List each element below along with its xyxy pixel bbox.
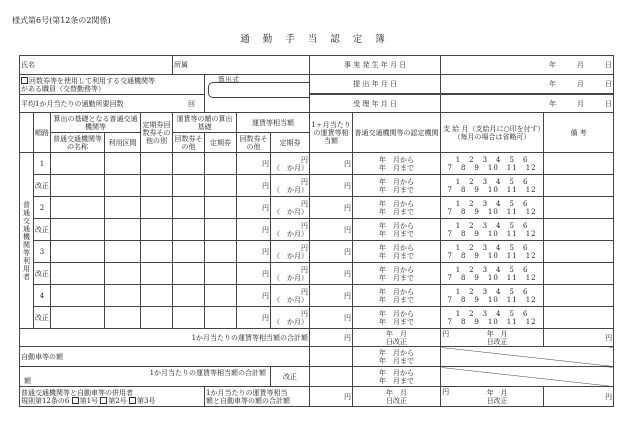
- coupon-line2: がある職員（交替勤務等）: [21, 84, 105, 93]
- monthly-amount-cell[interactable]: 円: [310, 263, 353, 285]
- public-total-amount[interactable]: 円: [310, 329, 353, 347]
- pass-type-cell[interactable]: [141, 197, 173, 219]
- route-row-2: [20, 197, 614, 219]
- notify-date-field[interactable]: 年 月 日: [441, 75, 614, 94]
- fare-amount-header: 運賃等相当額: [237, 113, 310, 133]
- coupon-basis-cell[interactable]: [173, 307, 205, 329]
- route-number: 4: [34, 285, 51, 307]
- month-selector[interactable]: 1 2 3 4 5 6 7 8 9 10 11 12: [441, 219, 544, 241]
- coupon-other-header: 回数券その他: [174, 134, 203, 151]
- route-row-1: [20, 153, 614, 175]
- name-field[interactable]: [20, 56, 173, 75]
- period-cell[interactable]: 年 月から 年 月まで: [353, 153, 441, 175]
- coupon-basis-cell[interactable]: [173, 175, 205, 197]
- car-amount-cell[interactable]: [310, 347, 353, 367]
- monthly-amount-cell[interactable]: 円: [310, 219, 353, 241]
- route-row-4-revised: [20, 307, 614, 329]
- pass-amount-cell[interactable]: 円 （ か月）: [271, 285, 310, 307]
- period-cell[interactable]: 年 月から 年 月まで: [353, 285, 441, 307]
- name-label: 氏名: [21, 61, 35, 69]
- pass-basis-cell[interactable]: [205, 285, 237, 307]
- monthly-amount-cell[interactable]: 円: [310, 153, 353, 175]
- route-row-4: [20, 285, 614, 307]
- pass-amount-cell[interactable]: 円 （ か月）: [271, 197, 310, 219]
- car-revised-amount[interactable]: [310, 367, 353, 387]
- month-selector[interactable]: 1 2 3 4 5 6 7 8 9 10 11 12: [441, 307, 544, 329]
- accept-date-label: 受 理 年 月 日: [310, 95, 441, 113]
- combined-amount[interactable]: 円: [310, 387, 353, 407]
- public-total-revised-amount[interactable]: 円: [544, 329, 614, 347]
- combined-revised[interactable]: 円 年 月 日改正: [441, 387, 544, 407]
- option-1-checkbox[interactable]: [72, 397, 79, 404]
- route-row-1-revised: [20, 175, 614, 197]
- remarks-cell[interactable]: [544, 285, 614, 307]
- pass-type-cell[interactable]: [141, 219, 173, 241]
- car-total-block: [20, 367, 271, 387]
- page-title: 通 勤 手 当 認 定 簿: [240, 34, 390, 45]
- pass-amount-cell[interactable]: 円 （ か月）: [271, 175, 310, 197]
- route-number: 1: [34, 153, 51, 175]
- pass-type-cell[interactable]: [141, 175, 173, 197]
- carrier-name-cell[interactable]: [51, 197, 105, 219]
- coupon-amount-cell[interactable]: 円: [237, 197, 271, 219]
- coupon-amount-cell[interactable]: 円: [237, 175, 271, 197]
- pass-type-cell[interactable]: [141, 153, 173, 175]
- coupon-basis-cell[interactable]: [173, 197, 205, 219]
- fare-basis-header: 運賃等の額の算出基礎: [173, 113, 237, 133]
- coupon-checkbox[interactable]: [21, 77, 28, 84]
- allowance-form: [19, 55, 614, 407]
- car-amount-label: 額: [24, 377, 31, 385]
- coupon-amount-cell[interactable]: 円: [237, 263, 271, 285]
- pass-type-cell[interactable]: [141, 307, 173, 329]
- event-date-label: 事 実 発 生 年 月 日: [310, 56, 441, 75]
- remarks-cell[interactable]: [544, 197, 614, 219]
- period-cell[interactable]: 年 月から 年 月まで: [353, 241, 441, 263]
- car-revised-period[interactable]: 年 月から 年 月まで: [353, 367, 441, 387]
- monthly-amount-cell[interactable]: 円: [310, 285, 353, 307]
- month-selector[interactable]: 1 2 3 4 5 6 7 8 9 10 11 12: [441, 197, 544, 219]
- monthly-amount-cell[interactable]: 円: [310, 175, 353, 197]
- public-total-revised[interactable]: 円 年 月 日改正: [441, 329, 544, 347]
- car-diagonal-cell-2: [441, 367, 614, 387]
- car-diagonal-cell: [441, 347, 614, 367]
- period-cell[interactable]: 年 月から 年 月まで: [353, 219, 441, 241]
- times-unit: 回: [188, 99, 196, 108]
- public-transit-side-label: 普通交通機関等利用者: [20, 153, 34, 329]
- remarks-cell[interactable]: [544, 219, 614, 241]
- section-cell[interactable]: [105, 153, 141, 175]
- remarks-cell[interactable]: [544, 153, 614, 175]
- option-3-checkbox[interactable]: [129, 397, 136, 404]
- month-selector[interactable]: 1 2 3 4 5 6 7 8 9 10 11 12: [441, 263, 544, 285]
- coupon-amount-cell[interactable]: 円: [237, 219, 271, 241]
- approve-org-header: 普通交通機関等の認定機関: [353, 113, 441, 153]
- notify-date-label: 提 出 年 月 日: [310, 75, 441, 94]
- revised-label: 改正: [34, 175, 51, 197]
- car-period-cell[interactable]: 年 月から 年 月まで: [353, 347, 441, 367]
- coupon-basis-cell[interactable]: [173, 219, 205, 241]
- pass-amount-cell[interactable]: 円 （ か月）: [271, 263, 310, 285]
- pass-amount-cell[interactable]: 円 （ か月）: [271, 241, 310, 263]
- carrier-name-cell[interactable]: [51, 285, 105, 307]
- payment-header: 支 給 月（支給月に○印を付す）（毎月の場合は省略可）: [441, 113, 544, 153]
- coupon-line1: 回数券等を使用して利用する交通機関等: [29, 76, 155, 85]
- section-cell[interactable]: [105, 175, 141, 197]
- coupon-amount-cell[interactable]: 円: [237, 307, 271, 329]
- period-cell[interactable]: 年 月から 年 月まで: [353, 175, 441, 197]
- month-selector[interactable]: 1 2 3 4 5 6 7 8 9 10 11 12: [441, 175, 544, 197]
- route-row-3: [20, 241, 614, 263]
- coupon-basis-cell[interactable]: [173, 285, 205, 307]
- event-date-field[interactable]: 年 月 日: [441, 56, 614, 75]
- car-row-2: [20, 367, 614, 387]
- route-row-3-revised: [20, 263, 614, 285]
- pass-type-cell[interactable]: [141, 285, 173, 307]
- car-total-label: 1か月当たりの運賃等相当額の合計額: [149, 369, 267, 377]
- department-label: 所属: [174, 61, 189, 69]
- month-selector[interactable]: 1 2 3 4 5 6 7 8 9 10 11 12: [441, 285, 544, 307]
- coupon-other-header-2: 回数券その他: [237, 133, 271, 153]
- public-total-row: [20, 329, 614, 347]
- coupon-basis-cell[interactable]: [173, 153, 205, 175]
- route-number: 3: [34, 241, 51, 263]
- pass-basis-cell[interactable]: [205, 197, 237, 219]
- coupon-basis-cell[interactable]: [173, 241, 205, 263]
- monthly-amount-cell[interactable]: 円: [310, 241, 353, 263]
- period-cell[interactable]: 年 月から 年 月まで: [353, 307, 441, 329]
- month-selector[interactable]: 1 2 3 4 5 6 7 8 9 10 11 12: [441, 241, 544, 263]
- section-cell[interactable]: [105, 307, 141, 329]
- pass-basis-cell[interactable]: [205, 263, 237, 285]
- combined-row: [20, 387, 614, 407]
- remarks-cell[interactable]: [544, 241, 614, 263]
- car-label: 自動車等の額: [20, 347, 310, 367]
- accept-date-field[interactable]: 年 月 日: [441, 95, 614, 113]
- section-cell[interactable]: [105, 241, 141, 263]
- monthly-fare-header: 1ヶ月当たりの運賃等相当額: [310, 113, 353, 153]
- pass-basis-cell[interactable]: [205, 219, 237, 241]
- coupon-basis-cell[interactable]: [173, 263, 205, 285]
- monthly-amount-cell[interactable]: 円: [310, 197, 353, 219]
- form-number: 様式第6号(第12条の2関係): [12, 16, 111, 25]
- period-cell[interactable]: 年 月から 年 月まで: [353, 197, 441, 219]
- option-1-label: 第1号: [79, 396, 99, 405]
- route-row-2-revised: [20, 219, 614, 241]
- pass-basis-cell[interactable]: [205, 241, 237, 263]
- section-cell[interactable]: [105, 219, 141, 241]
- carrier-name-cell[interactable]: [51, 241, 105, 263]
- car-row-1: [20, 347, 614, 367]
- coupon-amount-cell[interactable]: 円: [237, 153, 271, 175]
- month-selector[interactable]: 1 2 3 4 5 6 7 8 9 10 11 12: [441, 153, 544, 175]
- carrier-name-cell[interactable]: [51, 153, 105, 175]
- remarks-header: 備 考: [544, 113, 614, 153]
- pass-basis-cell[interactable]: [205, 153, 237, 175]
- coupon-amount-cell[interactable]: 円: [237, 241, 271, 263]
- pass-type-cell[interactable]: [141, 263, 173, 285]
- combined-revised-amount[interactable]: 円: [544, 387, 614, 407]
- pass-basis-cell[interactable]: [205, 307, 237, 329]
- pass-basis-cell[interactable]: [205, 175, 237, 197]
- avg-trips-label: 平均1か月当たりの通勤所要回数: [21, 99, 124, 108]
- avg-trips-field[interactable]: [20, 95, 205, 113]
- section-cell[interactable]: [105, 197, 141, 219]
- calc-formula-block[interactable]: [205, 75, 310, 113]
- basis-header: 算出の基礎となる普通交通機関等: [51, 113, 141, 133]
- option-2-checkbox[interactable]: [100, 397, 107, 404]
- remarks-cell[interactable]: [544, 175, 614, 197]
- calc-label: 算出式: [218, 75, 240, 84]
- section-cell[interactable]: [105, 263, 141, 285]
- coupon-user-block: [20, 75, 205, 95]
- coupon-amount-cell[interactable]: 円: [237, 285, 271, 307]
- combined-date[interactable]: 年 月 日改正: [353, 387, 441, 407]
- pass-type-header: 定期券回数券その他の別: [141, 113, 173, 153]
- combined-label: 普通交通機関等と自動車等の併用者 規則第12条の6 第1号 第2号 第3号: [20, 387, 205, 407]
- option-3-label: 第3号: [137, 396, 156, 405]
- pass-type-cell[interactable]: [141, 241, 173, 263]
- carrier-name-cell[interactable]: [51, 263, 105, 285]
- carrier-name-cell[interactable]: [51, 307, 105, 329]
- period-cell[interactable]: 年 月から 年 月まで: [353, 263, 441, 285]
- department-field[interactable]: [173, 56, 310, 75]
- monthly-amount-cell[interactable]: 円: [310, 307, 353, 329]
- revised-label: 改正: [34, 263, 51, 285]
- pass-amount-cell[interactable]: 円 （ か月）: [271, 153, 310, 175]
- route-header: 順路: [34, 113, 51, 153]
- option-2-label: 第2号: [108, 396, 127, 405]
- pass-amount-cell[interactable]: 円 （ か月）: [271, 219, 310, 241]
- pass-amount-cell[interactable]: 円 （ か月）: [271, 307, 310, 329]
- revised-label: 改正: [34, 219, 51, 241]
- remarks-cell[interactable]: [544, 263, 614, 285]
- carrier-name-cell[interactable]: [51, 175, 105, 197]
- remarks-cell[interactable]: [544, 307, 614, 329]
- carrier-name-header: 普通交通機関等の名称: [51, 133, 105, 153]
- car-revised-label: 改正: [271, 367, 310, 387]
- section-cell[interactable]: [105, 285, 141, 307]
- commuter-pass-header-2: 定期券: [271, 133, 310, 153]
- combined-total-label: 1か月当たりの運賃等相当 額と自動車等の額の合計額: [205, 387, 310, 407]
- commuter-pass-header: 定期券: [205, 133, 237, 153]
- public-total-label: 1か月当たりの運賃等相当額の合計額: [20, 329, 310, 347]
- carrier-name-cell[interactable]: [51, 219, 105, 241]
- route-number: 2: [34, 197, 51, 219]
- public-total-date[interactable]: 年 月 日改正: [353, 329, 441, 347]
- revised-label: 改正: [34, 307, 51, 329]
- section-header: 利用区間: [105, 133, 141, 153]
